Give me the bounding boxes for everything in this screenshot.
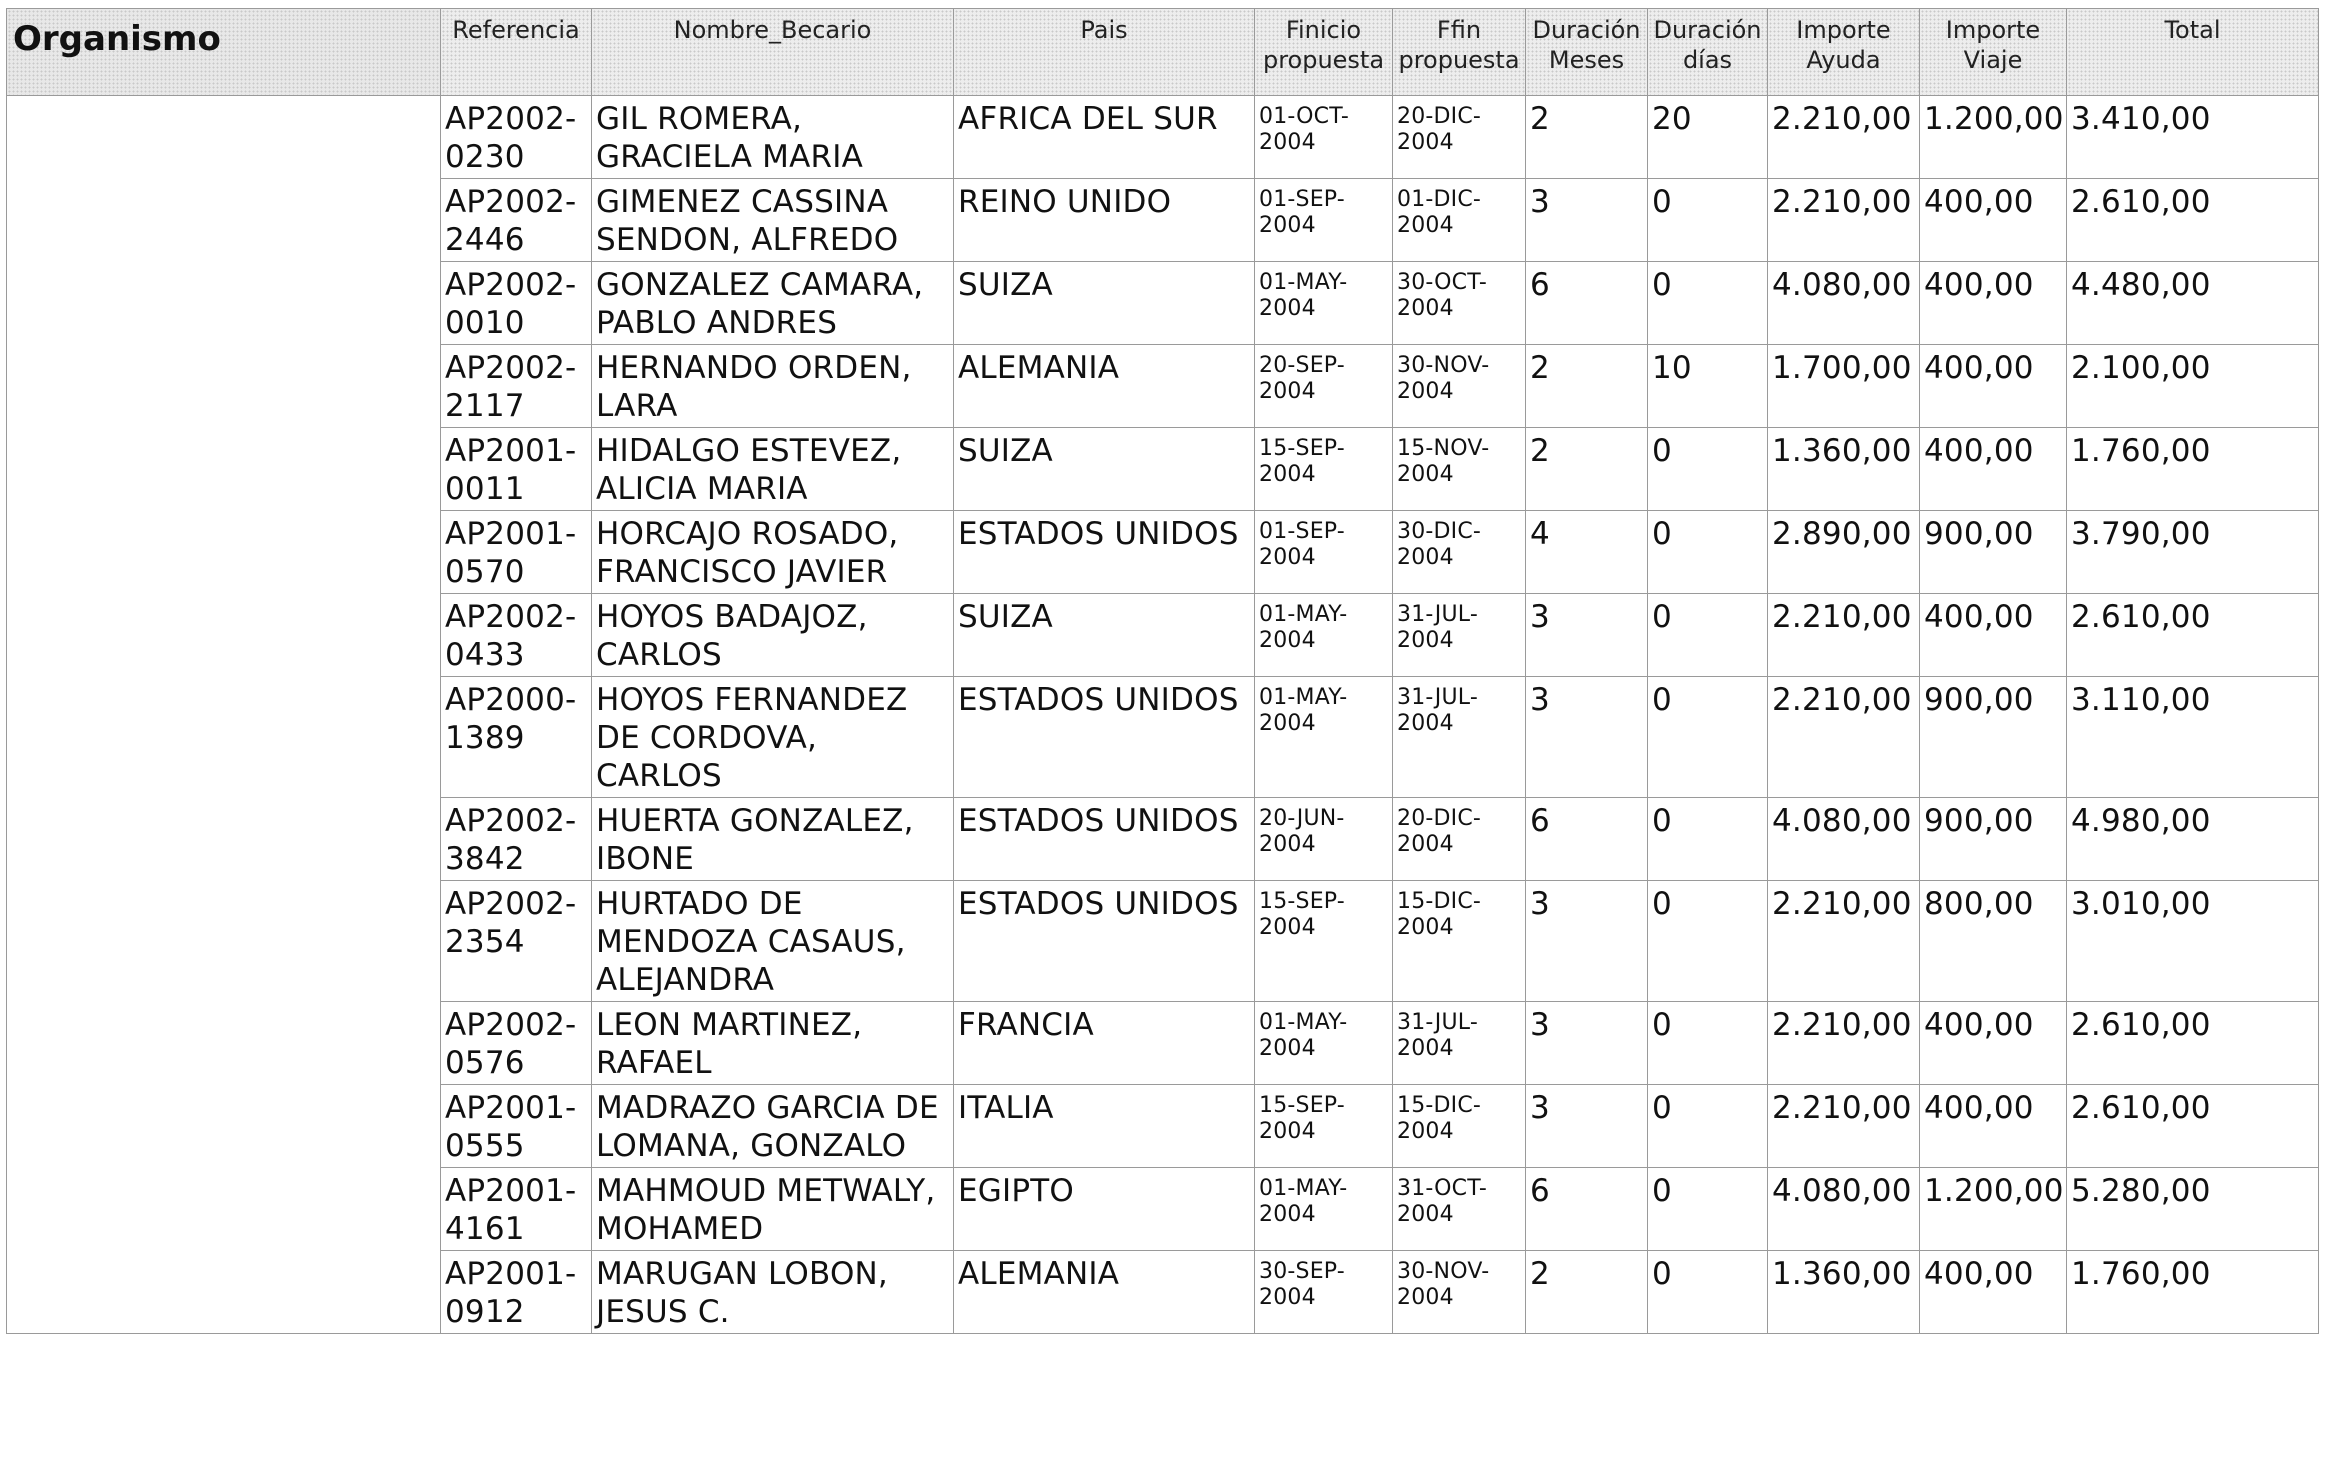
finicio-cell: 01-MAY-2004 [1255,1002,1393,1085]
total-cell: 2.610,00 [2067,179,2319,262]
meses-cell: 3 [1526,677,1648,798]
ayuda-cell: 2.210,00 [1768,1085,1920,1168]
meses-cell: 2 [1526,428,1648,511]
total-cell: 2.610,00 [2067,594,2319,677]
meses-cell: 6 [1526,1168,1648,1251]
total-cell: 2.100,00 [2067,345,2319,428]
total-cell: 2.610,00 [2067,1002,2319,1085]
viaje-cell: 400,00 [1920,1002,2067,1085]
header-finicio-propuesta-label: Finicio propuesta [1262,16,1385,74]
total-cell: 3.010,00 [2067,881,2319,1002]
viaje-cell: 1.200,00 [1920,96,2067,179]
ayuda-cell: 4.080,00 [1768,1168,1920,1251]
finicio-cell: 15-SEP-2004 [1255,1085,1393,1168]
header-duracion-meses-label: Duración Meses [1532,16,1641,74]
pais-cell: REINO UNIDO [954,179,1255,262]
finicio-cell: 01-SEP-2004 [1255,179,1393,262]
meses-cell: 6 [1526,798,1648,881]
header-duracion-dias-label: Duración días [1653,16,1762,74]
dias-cell: 0 [1648,1251,1768,1334]
dias-cell: 0 [1648,881,1768,1002]
pais-cell: ALEMANIA [954,345,1255,428]
finicio-cell: 15-SEP-2004 [1255,428,1393,511]
ayuda-cell: 2.210,00 [1768,96,1920,179]
header-nombre-becario [592,9,954,96]
meses-cell: 3 [1526,1002,1648,1085]
viaje-cell: 400,00 [1920,1085,2067,1168]
finicio-cell: 20-JUN-2004 [1255,798,1393,881]
header-duracion-dias [1648,9,1768,96]
viaje-cell: 900,00 [1920,511,2067,594]
table-body [7,96,2319,1334]
dias-cell: 0 [1648,677,1768,798]
nombre-cell: MAHMOUD METWALY, MOHAMED [592,1168,954,1251]
referencia-cell: AP2000-1389 [441,677,592,798]
meses-cell: 2 [1526,345,1648,428]
pais-cell: ESTADOS UNIDOS [954,511,1255,594]
dias-cell: 0 [1648,1168,1768,1251]
meses-cell: 4 [1526,511,1648,594]
viaje-cell: 400,00 [1920,179,2067,262]
ayuda-cell: 4.080,00 [1768,798,1920,881]
nombre-cell: HUERTA GONZALEZ, IBONE [592,798,954,881]
ayuda-cell: 1.700,00 [1768,345,1920,428]
meses-cell: 3 [1526,179,1648,262]
referencia-cell: AP2001-4161 [441,1168,592,1251]
ffin-cell: 30-NOV-2004 [1393,1251,1526,1334]
ffin-cell: 30-OCT-2004 [1393,262,1526,345]
dias-cell: 0 [1648,1002,1768,1085]
pais-cell: ESTADOS UNIDOS [954,677,1255,798]
referencia-cell: AP2001-0912 [441,1251,592,1334]
referencia-cell: AP2001-0570 [441,511,592,594]
total-cell: 1.760,00 [2067,1251,2319,1334]
ffin-cell: 31-JUL-2004 [1393,677,1526,798]
ffin-cell: 15-DIC-2004 [1393,881,1526,1002]
meses-cell: 3 [1526,881,1648,1002]
header-importe-viaje [1920,9,2067,96]
referencia-cell: AP2002-0576 [441,1002,592,1085]
ayuda-cell: 1.360,00 [1768,428,1920,511]
nombre-cell: GIL ROMERA, GRACIELA MARIA [592,96,954,179]
header-pais-label: Pais [1080,16,1128,44]
viaje-cell: 900,00 [1920,798,2067,881]
ffin-cell: 31-JUL-2004 [1393,594,1526,677]
dias-cell: 0 [1648,798,1768,881]
referencia-cell: AP2002-0433 [441,594,592,677]
ayuda-cell: 2.210,00 [1768,1002,1920,1085]
header-total-label: Total [2164,16,2221,44]
ayuda-cell: 1.360,00 [1768,1251,1920,1334]
total-cell: 1.760,00 [2067,428,2319,511]
total-cell: 3.110,00 [2067,677,2319,798]
dias-cell: 0 [1648,179,1768,262]
header-importe-ayuda-label: Importe Ayuda [1796,16,1891,74]
finicio-cell: 01-MAY-2004 [1255,262,1393,345]
viaje-cell: 400,00 [1920,345,2067,428]
ayuda-cell: 2.210,00 [1768,179,1920,262]
dias-cell: 0 [1648,1085,1768,1168]
viaje-cell: 400,00 [1920,428,2067,511]
header-ffin-propuesta [1393,9,1526,96]
organismo-cell [7,96,441,1334]
ffin-cell: 01-DIC-2004 [1393,179,1526,262]
header-duracion-meses [1526,9,1648,96]
viaje-cell: 400,00 [1920,1251,2067,1334]
finicio-cell: 01-SEP-2004 [1255,511,1393,594]
nombre-cell: MADRAZO GARCIA DE LOMANA, GONZALO [592,1085,954,1168]
becarios-table [6,8,2319,1334]
meses-cell: 3 [1526,594,1648,677]
ffin-cell: 30-DIC-2004 [1393,511,1526,594]
header-organismo-label: Organismo [13,19,221,59]
nombre-cell: MARUGAN LOBON, JESUS C. [592,1251,954,1334]
header-referencia [441,9,592,96]
finicio-cell: 30-SEP-2004 [1255,1251,1393,1334]
ffin-cell: 30-NOV-2004 [1393,345,1526,428]
viaje-cell: 800,00 [1920,881,2067,1002]
nombre-cell: GIMENEZ CASSINA SENDON, ALFREDO [592,179,954,262]
nombre-cell: HOYOS BADAJOZ, CARLOS [592,594,954,677]
viaje-cell: 1.200,00 [1920,1168,2067,1251]
header-importe-viaje-label: Importe Viaje [1945,16,2041,74]
ffin-cell: 15-NOV-2004 [1393,428,1526,511]
header-importe-ayuda [1768,9,1920,96]
ffin-cell: 31-OCT-2004 [1393,1168,1526,1251]
pais-cell: ESTADOS UNIDOS [954,881,1255,1002]
header-ffin-propuesta-label: Ffin propuesta [1398,16,1520,74]
referencia-cell: AP2002-0230 [441,96,592,179]
dias-cell: 0 [1648,428,1768,511]
dias-cell: 0 [1648,594,1768,677]
nombre-cell: HIDALGO ESTEVEZ, ALICIA MARIA [592,428,954,511]
finicio-cell: 01-MAY-2004 [1255,677,1393,798]
ayuda-cell: 2.890,00 [1768,511,1920,594]
ayuda-cell: 2.210,00 [1768,677,1920,798]
nombre-cell: HERNANDO ORDEN, LARA [592,345,954,428]
header-organismo [7,9,441,96]
ayuda-cell: 2.210,00 [1768,881,1920,1002]
referencia-cell: AP2001-0011 [441,428,592,511]
nombre-cell: GONZALEZ CAMARA, PABLO ANDRES [592,262,954,345]
total-cell: 4.980,00 [2067,798,2319,881]
referencia-cell: AP2002-2117 [441,345,592,428]
nombre-cell: HORCAJO ROSADO, FRANCISCO JAVIER [592,511,954,594]
ffin-cell: 20-DIC-2004 [1393,96,1526,179]
finicio-cell: 15-SEP-2004 [1255,881,1393,1002]
pais-cell: ITALIA [954,1085,1255,1168]
header-finicio-propuesta [1255,9,1393,96]
pais-cell: FRANCIA [954,1002,1255,1085]
header-nombre-becario-label: Nombre_Becario [673,16,872,44]
total-cell: 3.410,00 [2067,96,2319,179]
finicio-cell: 01-OCT-2004 [1255,96,1393,179]
ayuda-cell: 2.210,00 [1768,594,1920,677]
ffin-cell: 20-DIC-2004 [1393,798,1526,881]
viaje-cell: 400,00 [1920,594,2067,677]
meses-cell: 2 [1526,1251,1648,1334]
header-pais [954,9,1255,96]
pais-cell: SUIZA [954,428,1255,511]
referencia-cell: AP2002-0010 [441,262,592,345]
dias-cell: 20 [1648,96,1768,179]
viaje-cell: 400,00 [1920,262,2067,345]
pais-cell: ALEMANIA [954,1251,1255,1334]
ayuda-cell: 4.080,00 [1768,262,1920,345]
referencia-cell: AP2002-2446 [441,179,592,262]
total-cell: 4.480,00 [2067,262,2319,345]
referencia-cell: AP2002-3842 [441,798,592,881]
pais-cell: AFRICA DEL SUR [954,96,1255,179]
nombre-cell: HURTADO DE MENDOZA CASAUS, ALEJANDRA [592,881,954,1002]
nombre-cell: LEON MARTINEZ, RAFAEL [592,1002,954,1085]
table-row [7,96,2319,179]
header-row [7,9,2319,96]
ffin-cell: 15-DIC-2004 [1393,1085,1526,1168]
meses-cell: 3 [1526,1085,1648,1168]
total-cell: 3.790,00 [2067,511,2319,594]
pais-cell: SUIZA [954,262,1255,345]
finicio-cell: 01-MAY-2004 [1255,594,1393,677]
finicio-cell: 01-MAY-2004 [1255,1168,1393,1251]
viaje-cell: 900,00 [1920,677,2067,798]
referencia-cell: AP2002-2354 [441,881,592,1002]
dias-cell: 0 [1648,262,1768,345]
finicio-cell: 20-SEP-2004 [1255,345,1393,428]
nombre-cell: HOYOS FERNANDEZ DE CORDOVA, CARLOS [592,677,954,798]
dias-cell: 0 [1648,511,1768,594]
total-cell: 2.610,00 [2067,1085,2319,1168]
meses-cell: 2 [1526,96,1648,179]
meses-cell: 6 [1526,262,1648,345]
ffin-cell: 31-JUL-2004 [1393,1002,1526,1085]
header-referencia-label: Referencia [452,16,580,44]
total-cell: 5.280,00 [2067,1168,2319,1251]
header-total [2067,9,2319,96]
pais-cell: SUIZA [954,594,1255,677]
dias-cell: 10 [1648,345,1768,428]
referencia-cell: AP2001-0555 [441,1085,592,1168]
pais-cell: EGIPTO [954,1168,1255,1251]
pais-cell: ESTADOS UNIDOS [954,798,1255,881]
